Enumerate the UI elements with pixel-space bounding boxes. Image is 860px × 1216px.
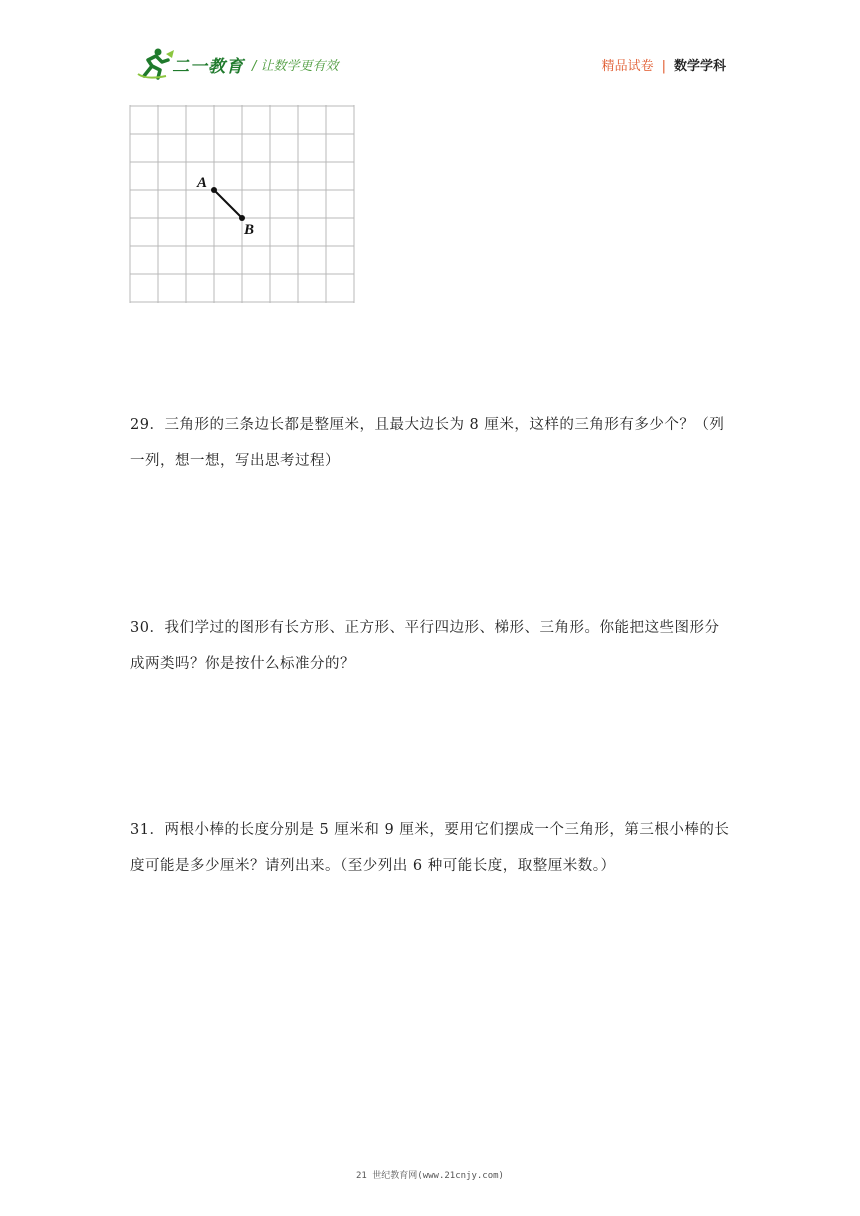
page-footer: 21 世纪教育网(www.21cnjy.com) — [356, 1171, 504, 1181]
header-tags — [602, 55, 726, 74]
grid-lines — [130, 105, 354, 303]
point-a — [211, 187, 217, 193]
brand-name: 二一教育 — [172, 57, 244, 77]
point-b-label: B — [244, 222, 255, 238]
question-29: 29．三角形的三条边长都是整厘米，且最大边长为 8 厘米，这样的三角形有多少个？（列一列，想一想，写出思考过程） — [130, 417, 725, 469]
question-30: 30．我们学过的图形有长方形、正方形、平行四边形、梯形、三角形。你能把这些图形分成两类吗？你是按什么标准分的？ — [130, 620, 720, 672]
header-separator: | — [661, 59, 666, 74]
question-31: 31．两根小棒的长度分别是 5 厘米和 9 厘米，要用它们摆成一个三角形，第三根小棒的长度可能是多少厘米？请列出来。（至少列出 6 种可能长度，取整厘米数。） — [130, 822, 730, 874]
slogan: / 让数学更有效 — [252, 59, 339, 74]
runner-logo-icon — [136, 46, 176, 82]
segment-ab — [214, 190, 242, 218]
grid-figure — [120, 100, 370, 310]
point-b — [239, 215, 245, 221]
page-header — [0, 0, 860, 100]
subject-tag: 数学学科 — [673, 59, 726, 74]
point-a-label: A — [197, 175, 208, 191]
quality-tag: 精品试卷 — [601, 59, 654, 74]
